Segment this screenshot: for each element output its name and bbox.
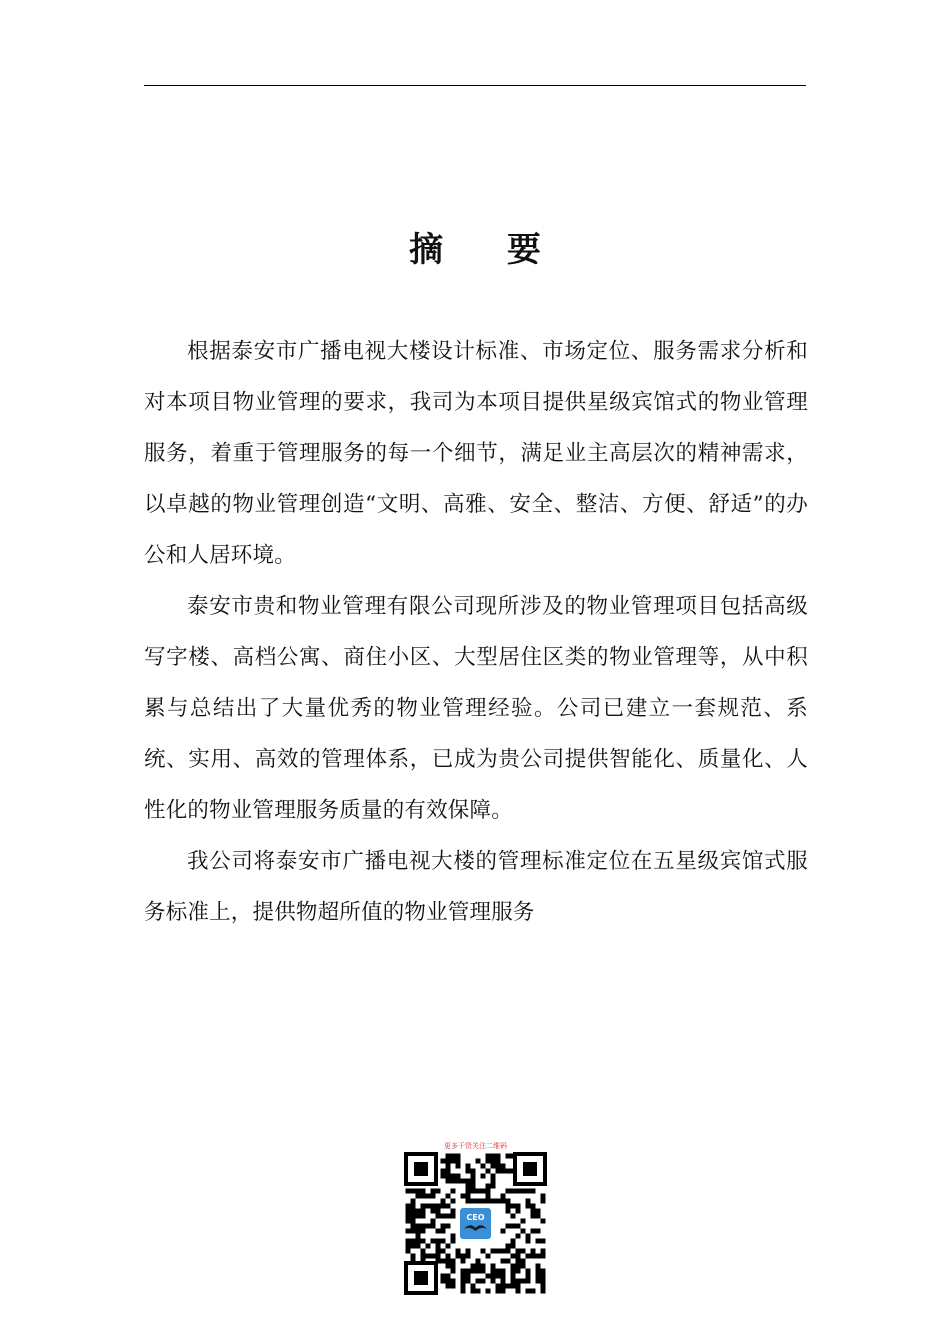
page-title: 摘 要 [409,230,567,270]
header-rule [144,85,806,86]
qr-caption: 更多干货关注二维码 [444,1142,507,1150]
paragraph-1: 根据泰安市广播电视大楼设计标准、市场定位、服务需求分析和对本项目物业管理的要求，我司为本项目提供星级宾馆式的物业管理服务，着重于管理服务的每一个细节，满足业主高层次的精神需求，以卓越的物业管理创造“文明、高雅、安全、整洁、方便、舒适”的办公和人居环境。 [144,339,808,568]
abstract-body [144,326,808,938]
qr-code-block [404,1140,547,1295]
qr-center-label: CEO [466,1213,485,1222]
paragraph-2: 泰安市贵和物业管理有限公司现所涉及的物业管理项目包括高级写字楼、高档公寓、商住小区、大型居住区类的物业管理等，从中积累与总结出了大量优秀的物业管理经验。公司已建立一套规范、系统、实用、高效的管理体系，已成为贵公司提供智能化、质量化、人性化的物业管理服务质量的有效保障。 [144,594,808,823]
qr-code-icon [404,1152,547,1295]
paragraph-3: 我公司将泰安市广播电视大楼的管理标准定位在五星级宾馆式服务标准上，提供物超所值的物业管理服务 [144,849,808,925]
